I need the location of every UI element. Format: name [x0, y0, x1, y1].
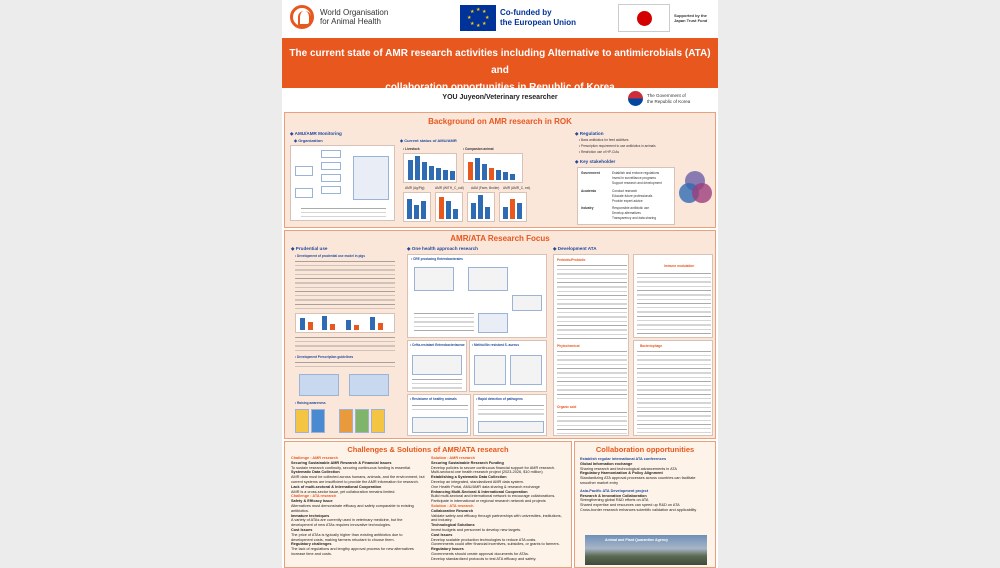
role-2: Invest in surveillance programs [612, 176, 656, 180]
solution-ata-10: Develop standardized protocols to test ATA efficacy and safety. [431, 556, 537, 561]
challenge-amr-3: Systematic Data Collection [291, 470, 340, 475]
solution-ata-3: Technological Solutions [431, 523, 475, 528]
regulation-item-2: • Prescription requirement to use antibiotics in animals [579, 144, 656, 148]
collaboration-section [574, 441, 716, 568]
resistome-panel [407, 394, 471, 436]
challenge-ata-1: Safety & Efficacy Issue [291, 499, 333, 504]
regulation-item-3: • Restriction use of HP-CIAs [579, 150, 619, 154]
eu-line1: Co-funded by [500, 8, 552, 17]
collab-item1-bullet1: Sharing research and technological advancements in ATA [580, 466, 677, 471]
solution-amr-8: Build multi-sectoral and international network to encourage collaborations. [431, 494, 556, 499]
cefta-panel [407, 340, 467, 392]
japan-line2: Japan Trust Fund [674, 18, 708, 23]
development-heading: ◆ Development ATA [553, 246, 597, 251]
cre-heading: • CRE producing Enterobacterales [411, 257, 463, 261]
solution-ata-7: Governments could offer financial incentives, subsidies, or grants to farmers. [431, 542, 560, 547]
prudential-subheading: • Development of prudential use model in pigs [295, 254, 366, 258]
author-name: YOU Juyeon/Veterinary researcher [442, 94, 558, 101]
solution-ata-6: Develop scalable production technologies to reduce ATA costs. [431, 537, 537, 542]
challenge-amr-heading: Challenge : AMR research [291, 456, 338, 460]
companion-label: • Companion animal [463, 147, 494, 151]
prudential-heading: ◆ Prudential use [291, 246, 328, 251]
rapid-detection-panel [473, 394, 547, 436]
challenge-amr-2: To sustain research continuity, securing continuous funding is essential. [291, 465, 412, 470]
challenge-amr-1: Securing Sustainable AMR Research & Financial Issues [291, 460, 392, 465]
prebiotic-heading: Prebiotic/Probiotic [557, 258, 586, 262]
awareness-poster-3 [339, 409, 353, 433]
solution-ata-heading: Solution : ATA research [431, 503, 474, 508]
background-title: Background on AMR research in ROK [428, 117, 572, 126]
chart-label-3: AAM (Farm, Broiler) [471, 186, 500, 190]
regulation-item-1: • Bans antibiotics for feed additives [579, 138, 629, 142]
collab-item2-bullet2: Shared expertise and resources can speed up R&D on ATA [580, 503, 680, 508]
phytochemical-heading: Phytochemical [557, 344, 580, 348]
taegeuk-icon [628, 91, 643, 106]
livestock-chart [403, 153, 457, 183]
author-bar [282, 88, 718, 110]
bacteriophage-panel [633, 340, 713, 436]
poster-title [282, 38, 718, 88]
role-3: Support research and development [612, 181, 662, 185]
resistome-heading: • Resistome of healthy animals [410, 397, 457, 401]
challenge-ata-4: A variety of ATAs are currently used in veterinary medicine, but the development of new ATAs requires innovative technologies. [291, 518, 403, 528]
role-9: Transparency and data sharing [612, 216, 657, 220]
eu-logo [460, 5, 580, 31]
ata-types-panel [553, 254, 629, 436]
solution-amr-2: Develop policies to secure continuous financial support for AMR research. [431, 465, 556, 470]
prescription-heading: • Development Prescription guidelines [295, 355, 354, 359]
challenge-amr-column [291, 456, 425, 557]
cefta-heading: • Cefta-resistant Enterobacteriaceae [410, 343, 465, 347]
eu-flag-icon: ★ ★ ★ ★ ★ ★ ★ ★ [460, 5, 496, 31]
collaboration-list [580, 457, 712, 513]
cre-panel [407, 254, 547, 338]
solution-ata-2: Validate safety and efficacy through partnerships with universities, institutions, and industry. [431, 513, 562, 523]
regulation-heading: ◆ Regulation [575, 131, 604, 136]
solution-amr-heading: Solution : AMR research [431, 456, 475, 460]
solution-amr-7: Enhancing Multi-Sectoral & International Cooperation [431, 489, 528, 494]
stakeholder-academia: Academia [581, 189, 597, 193]
amr-chart-4 [499, 192, 527, 222]
challenges-section [284, 441, 572, 568]
key-stakeholder-heading: ◆ Key stakeholder [575, 159, 616, 164]
stakeholder-government: Government [581, 171, 600, 175]
stakeholder-industry: Industry [581, 206, 594, 210]
photo-caption: Animal and Plant Quarantine Agency [605, 538, 668, 542]
japan-logo [618, 4, 714, 32]
korea-government-logo [628, 91, 716, 107]
solution-ata-5: Cost Issues [431, 532, 453, 537]
chart-label-1: AMR (Ag/Pig) [405, 186, 425, 190]
awareness-poster-2 [311, 409, 325, 433]
organization-heading: ◆ Organization [294, 138, 323, 143]
amr-chart-3 [467, 192, 495, 222]
collaboration-title: Collaboration opportunities [595, 445, 695, 454]
challenge-ata-7: Regulatory challenges [291, 542, 332, 547]
companion-guideline-image [349, 374, 389, 396]
challenge-ata-6: The price of ATAs is typically higher than existing antibiotics due to development costs, making farmers reluctant to choose them. [291, 532, 403, 542]
solution-ata-9: Governments should create approval documents for ATAs. [431, 551, 529, 556]
solution-ata-4: Invest budgets and personnel to develop new targets. [431, 527, 522, 532]
collab-item2-sub: Research & Innovation Collaboration [580, 493, 647, 498]
awareness-poster-1 [295, 409, 309, 433]
solution-amr-3: Multi-sectoral one health research project (2023-2026, $10 million) [431, 470, 543, 475]
awareness-poster-5 [371, 409, 385, 433]
role-8: Develop alternatives [612, 211, 641, 215]
logo-header [282, 0, 718, 38]
awareness-poster-4 [355, 409, 369, 433]
role-5: Educate future professionals [612, 194, 653, 198]
livestock-label: • Livestock [403, 147, 420, 151]
collab-item2-bullet3: Cross-border research enhances scientific validation and applicability [580, 507, 697, 512]
challenge-amr-4: AMR data must be collected across humans, animals, and the environment, but current systems are insufficient to provide the AMR information for research. [291, 475, 425, 484]
agency-building-photo [585, 535, 707, 565]
stakeholder-diagram [679, 171, 713, 205]
chart-label-4: AMR (AMR_C, ext) [503, 186, 531, 190]
role-6: Provide expert advice [612, 199, 643, 203]
solution-amr-9: Participate in international or regional research network and projects [431, 499, 546, 504]
woah-emblem-icon [290, 5, 314, 29]
challenge-amr-5: Lack of multi-sectoral & International Cooperation [291, 484, 382, 489]
challenge-ata-3: Immature techniques [291, 513, 330, 518]
amr-monitoring-heading: ◆ AMU/AMR Monitoring [290, 131, 342, 136]
livestock-guideline-image [299, 374, 339, 396]
amr-chart-2 [435, 192, 463, 222]
one-health-heading: ◆ One health approach research [407, 246, 478, 251]
collab-item2-bullet1: Strengthening global R&D efforts on ATA [580, 498, 649, 503]
prudential-chart [295, 313, 395, 333]
challenge-amr-6: AMR is a cross-sector issue, yet collaboration remains limited. [291, 489, 396, 494]
rapid-detection-heading: • Rapid detection of pathogens [476, 397, 523, 401]
immune-heading: Immune modulation [664, 264, 695, 268]
organization-diagram [290, 145, 395, 221]
challenge-ata-heading: Challenge : ATA research [291, 494, 337, 499]
gov-line1: The Government of [647, 93, 686, 98]
mrsa-panel [469, 340, 547, 392]
role-7: Responsible antibiotic use [612, 206, 650, 210]
background-section [284, 112, 716, 228]
role-4: Conduct research [612, 189, 638, 193]
amr-chart-1 [403, 192, 431, 222]
solution-amr-6: One Health Portal, AMU/AMR data sharing & research exchange [431, 484, 540, 489]
collab-item1-bullet2: Regulatory Harmonization & Policy Alignment [580, 471, 663, 476]
eu-line2: the European Union [500, 18, 576, 27]
collab-item2-head: Asia-Pacific ATA Development project [580, 488, 649, 493]
challenge-ata-8: The lack of regulations and lengthy approval process for new alternatives increase time and costs. [291, 547, 414, 556]
gov-line2: the Republic of Korea [647, 98, 691, 104]
poster [282, 0, 718, 568]
solution-ata-8: Regulatory Issues [431, 547, 464, 552]
solution-amr-5: Develop an integrated, standardized AMR data system. [431, 479, 524, 484]
role-1: Establish and enforce regulations [612, 171, 660, 175]
chart-label-2: AMR (WITH_C_coli) [435, 186, 464, 190]
companion-chart [463, 153, 523, 183]
title-line1: The current state of AMR research activities including Alternative to antimicrobials (ATA) and [289, 48, 711, 76]
research-focus-title: AMR/ATA Research Focus [450, 234, 550, 243]
japan-flag-icon [618, 4, 670, 32]
mrsa-heading: • Methicillin resistant S. aureus [472, 343, 519, 347]
collab-item1-bullet3: Standardizing ATA approval processes across countries can facilitate smoother market entry [580, 476, 696, 485]
awareness-heading: • Raising awareness [295, 401, 326, 405]
challenge-ata-2: Alternatives must demonstrate efficacy and safety comparable to existing antibiotics. [291, 503, 414, 513]
solution-ata-1: Collaborative Research [431, 508, 474, 513]
challenge-ata-5: Cost Issues [291, 527, 313, 532]
solution-amr-1: Securing Sustainable Research Funding [431, 460, 504, 465]
current-status-heading: ◆ Current status of AMU/AMR [400, 138, 457, 143]
woah-name-line2: for Animal Health [320, 17, 381, 26]
research-focus-section [284, 230, 716, 439]
challenges-title: Challenges & Solutions of AMR/ATA research [347, 445, 509, 454]
japan-line1: Supported by the [674, 13, 707, 18]
organic-acid-heading: Organic acid [557, 405, 577, 409]
solution-column [431, 456, 567, 562]
woah-logo [290, 4, 440, 32]
stakeholder-table [577, 167, 675, 225]
collab-item1-head: Establish regular international ATA conferences [580, 457, 667, 461]
immune-panel [633, 254, 713, 338]
collab-item1-sub: Global Information exchange [580, 461, 633, 466]
bacteriophage-heading: Bacteriophage [640, 344, 663, 348]
solution-amr-4: Establishing a Systematic Data Collection [431, 475, 507, 480]
woah-name-line1: World Organisation [320, 8, 389, 17]
